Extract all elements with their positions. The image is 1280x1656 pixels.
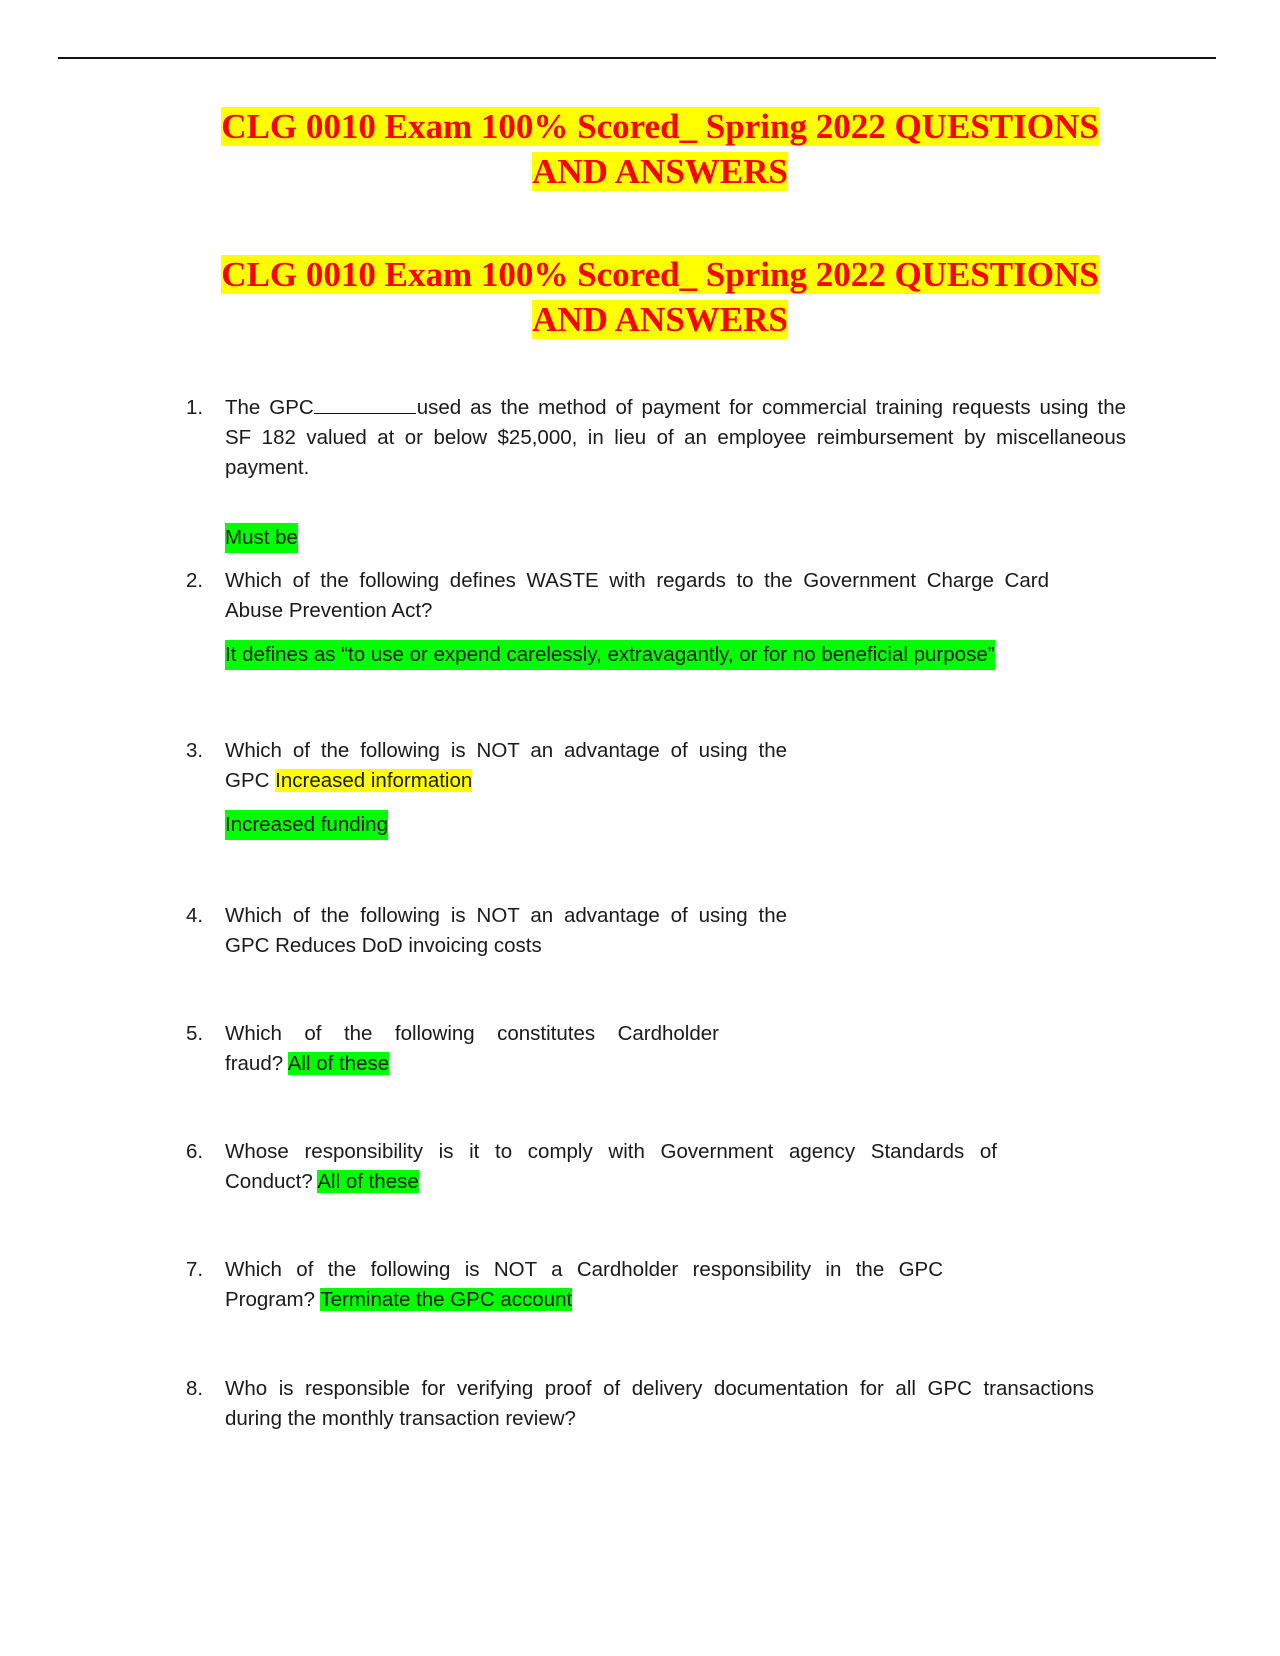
question-text: fraud? xyxy=(225,1052,284,1075)
question-text: Abuse Prevention Act? xyxy=(225,599,433,622)
question-number: 7. xyxy=(186,1258,204,1281)
question-number: 5. xyxy=(186,1022,204,1045)
question-text: during the monthly transaction review? xyxy=(225,1407,576,1430)
document-title-repeat xyxy=(130,252,1190,342)
question-text: Which of the following is NOT an advantage of using the xyxy=(225,904,787,927)
question-4 xyxy=(186,901,1126,961)
answer-highlight: Terminate the GPC account xyxy=(320,1288,573,1311)
question-text: GPC Reduces DoD invoicing costs xyxy=(225,934,542,957)
inline-answer-highlight: Increased information xyxy=(275,769,473,792)
answer-highlight: All of these xyxy=(317,1170,419,1193)
question-number: 3. xyxy=(186,739,204,762)
question-text: Who is responsible for verifying proof of delivery documentation for all GPC transactions xyxy=(225,1377,1094,1400)
question-7 xyxy=(186,1255,1126,1315)
question-text: Whose responsibility is it to comply with Government agency Standards of xyxy=(225,1140,997,1163)
question-text: Conduct? xyxy=(225,1170,313,1193)
question-text: payment. xyxy=(225,456,310,479)
question-text: Which of the following defines WASTE with regards to the Government Charge Card xyxy=(225,569,1049,592)
question-number: 6. xyxy=(186,1140,204,1163)
question-text: The GPC used as the method of payment for commercial training requests using the xyxy=(225,396,1126,419)
question-text: Which of the following constitutes Cardholder xyxy=(225,1022,719,1045)
header-rule xyxy=(58,57,1216,59)
question-5 xyxy=(186,1019,1126,1079)
question-number: 1. xyxy=(186,396,204,419)
answer-highlight: Increased funding xyxy=(225,810,388,840)
answer-highlight: Must be xyxy=(225,523,298,553)
question-text: Which of the following is NOT an advantage of using the xyxy=(225,739,787,762)
answer-highlight: It defines as “to use or expend carelessly, extravagantly, or for no beneficial purpose” xyxy=(225,640,995,670)
question-1 xyxy=(186,393,1126,553)
question-number: 2. xyxy=(186,569,204,592)
answer-blank xyxy=(314,395,416,414)
document-title xyxy=(130,104,1190,194)
question-3 xyxy=(186,736,1126,840)
question-text: Which of the following is NOT a Cardholder responsibility in the GPC xyxy=(225,1258,943,1281)
question-number: 4. xyxy=(186,904,204,927)
question-text: SF 182 valued at or below $25,000, in lieu of an employee reimbursement by miscellaneous xyxy=(225,426,1126,449)
title-line-1: CLG 0010 Exam 100% Scored_ Spring 2022 QUESTIONS xyxy=(221,107,1099,146)
title-line-1: CLG 0010 Exam 100% Scored_ Spring 2022 QUESTIONS xyxy=(221,255,1099,294)
title-line-2: AND ANSWERS xyxy=(532,152,788,191)
question-text: GPC xyxy=(225,769,270,792)
answer-highlight: All of these xyxy=(287,1052,390,1075)
question-number: 8. xyxy=(186,1377,204,1400)
question-8 xyxy=(186,1374,1126,1434)
question-text: Program? xyxy=(225,1288,316,1311)
question-2 xyxy=(186,566,1126,670)
title-line-2: AND ANSWERS xyxy=(532,300,788,339)
question-6 xyxy=(186,1137,1126,1197)
